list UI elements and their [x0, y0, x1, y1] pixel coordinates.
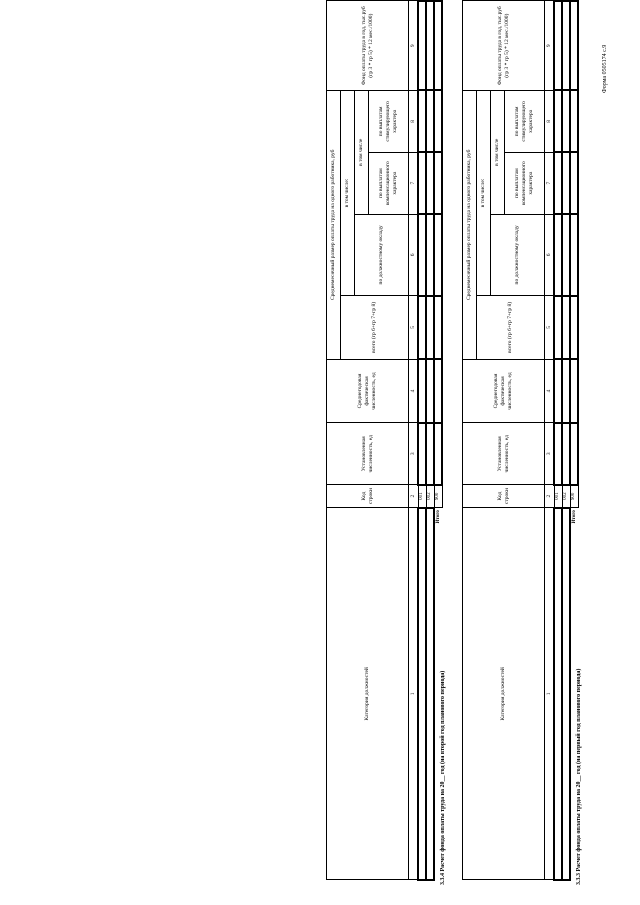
cell [434, 90, 442, 152]
cell [554, 90, 562, 152]
cell [418, 1, 426, 90]
cell [434, 423, 442, 485]
total-code: 900 [570, 485, 578, 508]
cell [562, 90, 570, 152]
col-num: 2 [545, 485, 555, 508]
cell [554, 296, 562, 360]
header-total: всего (гр 6+гр 7+гр 8) [341, 296, 409, 360]
header-including: в том числе: [477, 90, 491, 295]
col-num: 7 [409, 152, 419, 214]
header-established: Установленная численность, ед [463, 423, 545, 485]
form-number: Форма 0505174 с.9 [602, 44, 608, 93]
cell [570, 423, 578, 485]
cell [554, 1, 562, 90]
cell [570, 1, 578, 90]
header-official-salary: по должностному окладу [355, 214, 409, 296]
cell [426, 296, 434, 360]
cell [570, 214, 578, 296]
header-fund: Фонд оплаты труда в год, тыс.руб (гр 3 * гр 5) * 12 мес./1000) [327, 1, 409, 90]
col-num: 1 [545, 508, 555, 880]
cell [570, 152, 578, 214]
total-row [570, 1, 578, 880]
col-num: 2 [409, 485, 419, 508]
cell [434, 152, 442, 214]
cell [426, 1, 434, 90]
header-average: Среднегодовая фактическая численность, ед [327, 359, 409, 423]
header-average: Среднегодовая фактическая численность, ед [463, 359, 545, 423]
section-title: 3.3.3 Расчет фонда оплаты труда на 20__ год (на первый год планового периода) [576, 668, 582, 885]
table-row [418, 1, 426, 880]
cell-category [554, 508, 562, 880]
header-avg-salary: Среднемесячный размер оплаты труда на одного работника, руб [463, 90, 477, 359]
header-stimulating: по выплатам стимулирующего характера [505, 90, 545, 152]
cell [426, 152, 434, 214]
cell [562, 423, 570, 485]
table-row [426, 1, 434, 880]
cell [434, 359, 442, 423]
cell [426, 90, 434, 152]
col-num: 4 [409, 359, 419, 423]
cell [570, 296, 578, 360]
section-title: 3.3.4 Расчет фонда оплаты труда на 20__ год (на второй год планового периода) [440, 670, 446, 885]
total-row [434, 1, 442, 880]
header-row-code: Код строки [327, 485, 409, 508]
header-compensatory: по выплатам компенсационного характера [505, 152, 545, 214]
cell [434, 296, 442, 360]
header-stimulating: по выплатам стимулирующего характера [369, 90, 409, 152]
total-label: Итого [570, 508, 578, 880]
header-category: Категория должностей [463, 508, 545, 880]
cell [418, 359, 426, 423]
header-official-salary: по должностному окладу [491, 214, 545, 296]
cell-category [426, 508, 434, 880]
col-num: 7 [545, 152, 555, 214]
payroll-table [326, 0, 443, 881]
header-established: Установленная численность, ед [327, 423, 409, 485]
cell [562, 152, 570, 214]
col-num: 6 [545, 214, 555, 296]
total-code: 900 [434, 485, 442, 508]
cell [418, 423, 426, 485]
col-num: 6 [409, 214, 419, 296]
cell [554, 214, 562, 296]
header-payments-incl: в том числе [491, 90, 505, 214]
cell-row-code: 001 [554, 485, 562, 508]
col-num: 8 [409, 90, 419, 152]
cell-category [418, 508, 426, 880]
col-num: 9 [409, 1, 419, 90]
cell [570, 359, 578, 423]
cell [554, 152, 562, 214]
header-category: Категория должностей [327, 508, 409, 880]
total-label: Итого [434, 508, 442, 880]
cell [426, 214, 434, 296]
header-including: в том числе: [341, 90, 355, 295]
cell [418, 214, 426, 296]
col-num: 5 [409, 296, 419, 360]
cell [562, 359, 570, 423]
cell-category [562, 508, 570, 880]
table-row [554, 1, 562, 880]
header-payments-incl: в том числе [355, 90, 369, 214]
header-row-code: Код строки [463, 485, 545, 508]
cell [426, 359, 434, 423]
cell [434, 1, 442, 90]
col-num: 9 [545, 1, 555, 90]
cell [418, 90, 426, 152]
header-compensatory: по выплатам компенсационного характера [369, 152, 409, 214]
cell [418, 152, 426, 214]
cell-row-code: 001 [418, 485, 426, 508]
cell [554, 359, 562, 423]
cell [418, 296, 426, 360]
col-num: 8 [545, 90, 555, 152]
header-fund: Фонд оплаты труда в год, тыс.руб (гр 3 * гр 5) * 12 мес./1000) [463, 1, 545, 90]
col-num: 1 [409, 508, 419, 880]
header-avg-salary: Среднемесячный размер оплаты труда на одного работника, руб [327, 90, 341, 359]
col-num: 3 [409, 423, 419, 485]
col-num: 5 [545, 296, 555, 360]
cell-row-code: 002 [426, 485, 434, 508]
col-num: 4 [545, 359, 555, 423]
cell [426, 423, 434, 485]
cell [562, 214, 570, 296]
cell [554, 423, 562, 485]
header-total: всего (гр 6+гр 7+гр 8) [477, 296, 545, 360]
table-row [562, 1, 570, 880]
payroll-table [462, 0, 579, 881]
cell-row-code: 002 [562, 485, 570, 508]
cell [562, 296, 570, 360]
cell [562, 1, 570, 90]
cell [570, 90, 578, 152]
col-num: 3 [545, 423, 555, 485]
cell [434, 214, 442, 296]
